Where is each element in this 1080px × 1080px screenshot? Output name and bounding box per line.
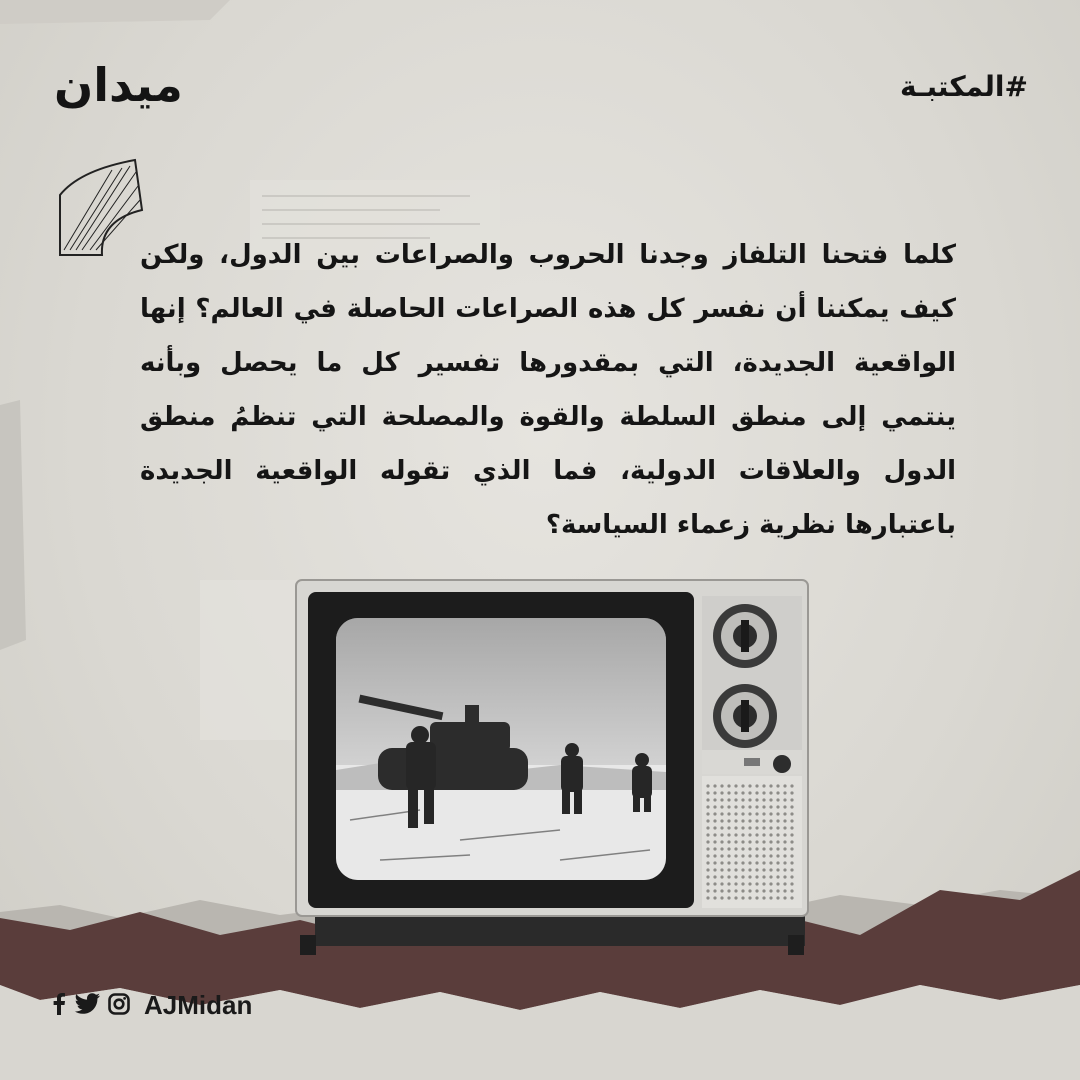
- twitter-icon[interactable]: [74, 993, 100, 1019]
- instagram-icon[interactable]: [108, 993, 130, 1019]
- facebook-icon[interactable]: [52, 993, 66, 1019]
- social-row: [52, 990, 252, 1021]
- brand-logo: ميدان: [54, 58, 183, 112]
- social-handle[interactable]: AJMidan: [144, 990, 253, 1020]
- hashtag-label: #المكتبـة: [899, 70, 1028, 103]
- article-paragraph: كلما فتحنا التلفاز وجدنا الحروب والصراعات بين الدول، ولكن كيف يمكننا أن نفسر كل هذه الصراعات الحاصلة في العالم؟ إنها الواقعية الجديدة، التي بمقدورها تفسير كل ما يحصل وبأنه ينتمي إلى منطق السلطة والقوة والمصلحة التي تنظمُ منطق الدول والعلاقات الدولية، فما الذي تقوله الواقعية الجديدة باعتبارها نظرية زعماء السياسة؟: [140, 240, 956, 540]
